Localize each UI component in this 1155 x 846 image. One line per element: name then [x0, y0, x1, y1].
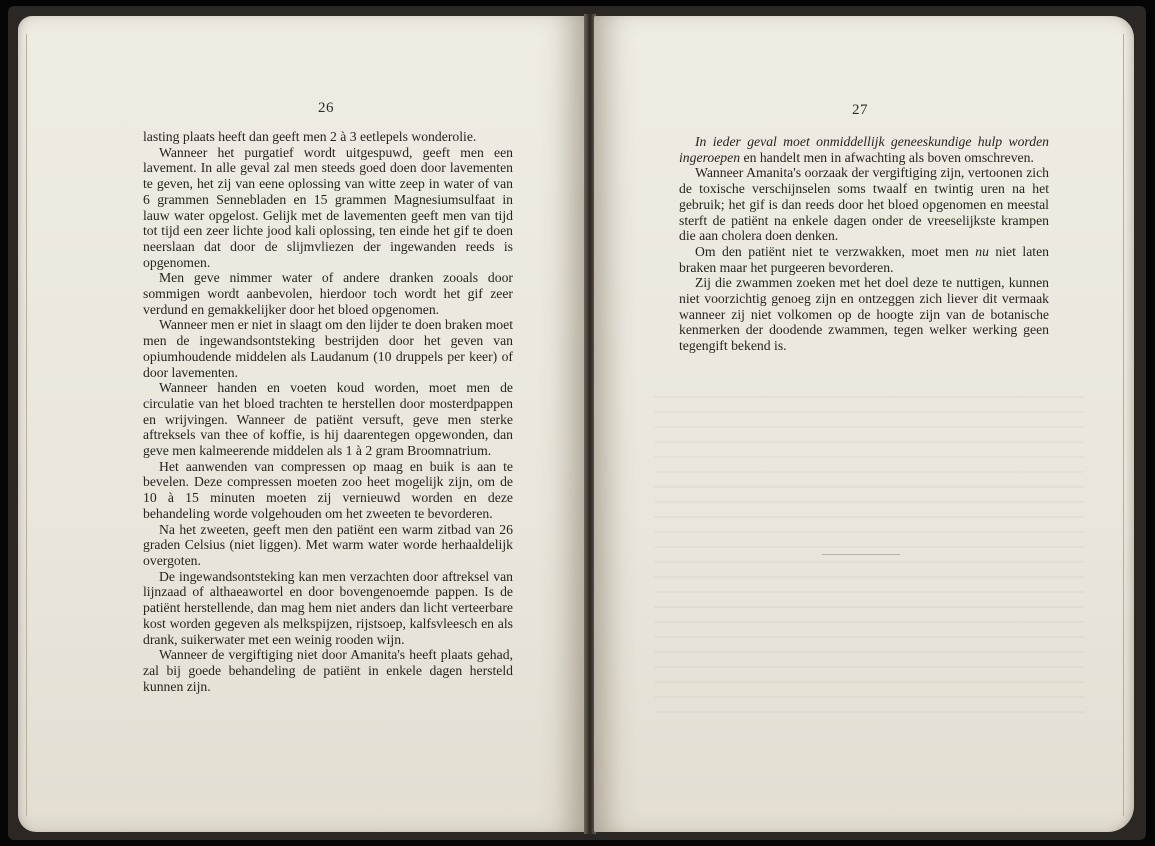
- right-page: [594, 16, 1134, 832]
- right-page-text: [679, 134, 1049, 354]
- show-through-rule: [822, 554, 900, 555]
- paragraph: lasting plaats heeft dan geeft men 2 à 3 eetlepels wonderolie.: [143, 129, 477, 144]
- paragraph: Wanneer men er niet in slaagt om den lijder te doen braken moet men de ingewandsontsteking bestrijden door het geven van opiumhoudende middelen als Laudanum (10 druppels per keer) of door lavementen.: [143, 317, 513, 380]
- book-scan: [8, 6, 1146, 840]
- italic-lead: In ieder geval moet onmiddellijk geneeskundige hulp worden ingeroepen: [679, 134, 1049, 165]
- paragraph: Men geve nimmer water of andere dranken zooals door sommigen wordt aanbevolen, hierdoor toch wordt het gif zeer verdund en gemakkelijker door het bloed opgenomen.: [143, 270, 513, 317]
- paragraph: [679, 134, 1049, 165]
- italic-word: nu: [975, 243, 989, 259]
- paragraph: Het aanwenden van compressen op maag en buik is aan te bevelen. Deze compressen moeten zoo heet mogelijk zijn, om de 10 à 15 minuten moeten zij vernieuwd worden en deze behandeling worde volgehouden om het zweeten te bevorderen.: [143, 458, 513, 521]
- page-edge: [1123, 34, 1124, 816]
- page-number: 26: [318, 100, 334, 116]
- paragraph: Wanneer handen en voeten koud worden, moet men de circulatie van het bloed trachten te herstellen door mosterdpappen en wrijvingen. Wanneer de patiënt versuft, geve men sterke aftreksels van thee of koffie, is hij daarentegen opgewonden, dan geve men kalmeerende middelen als 1 à 2 gram Broomnatrium.: [143, 380, 513, 459]
- paragraph: Wanneer het purgatief wordt uitgespuwd, geeft men een lavement. In alle geval zal men steeds goed doen door lavementen te geven, het zij van eene oplossing van witte zeep in water of van 6 grammen Sennebladen en 15 grammen Magnesiumsulfaat in lauw water opgelost. Gelijk met de lavementen geeft men van tijd tot tijd een zeer lichte jood kali oplossing, ten einde het gif te doen neerslaan dat door de slijmvliezen der ingewanden reeds is opgenomen.: [143, 144, 513, 270]
- paragraph: Wanneer Amanita's oorzaak der vergiftiging zijn, vertoonen zich de toxische verschijnselen soms twaalf en twintig uren na het gebruik; het gif is dan reeds door het bloed opgenomen en meestal sterft de patiënt na enkele dagen onder de vreeselijkste krampen die aan cholera doen denken.: [679, 165, 1049, 244]
- text-segment: Om den patiënt niet te verzwakken, moet men: [695, 243, 976, 259]
- paragraph: Zij die zwammen zoeken met het doel deze te nuttigen, kunnen niet voorzichtig genoeg zijn en ontzeggen zich liever dit vermaak wanneer zij niet volkomen op de hoogte zijn van de botanische kenmerken der doodende zwammen, tegen welker werking geen tegengift bekend is.: [679, 275, 1049, 354]
- paragraph: Na het zweeten, geeft men den patiënt een warm zitbad van 26 graden Celsius (niet liggen). Met warm water worde herhaaldelijk overgoten.: [143, 521, 513, 568]
- left-page-text: [143, 129, 513, 694]
- paragraph: De ingewandsontsteking kan men verzachten door aftreksel van lijnzaad of althaeawortel en door bovengenoemde pappen. Is de patiënt herstellende, dan mag hem niet anders dan licht verteerbare kost worden gegeven als melkspijzen, rijstsoep, kalfsvleesch en als drank, suikerwater met een weinig rooden wijn.: [143, 568, 513, 647]
- lead-rest: en handelt men in afwachting als boven omschreven.: [740, 149, 1034, 165]
- paragraph: Wanneer de vergiftiging niet door Amanita's heeft plaats gehad, zal bij goede behandeling de patiënt in enkele dagen hersteld kunnen zijn.: [143, 647, 513, 694]
- page-number: 27: [852, 102, 868, 118]
- paragraph: [679, 244, 1049, 275]
- text-segment: niet laten braken maar het purgeeren bevorderen.: [679, 243, 1049, 275]
- show-through: [654, 396, 1084, 726]
- page-edge: [26, 34, 27, 816]
- left-page: [18, 16, 586, 832]
